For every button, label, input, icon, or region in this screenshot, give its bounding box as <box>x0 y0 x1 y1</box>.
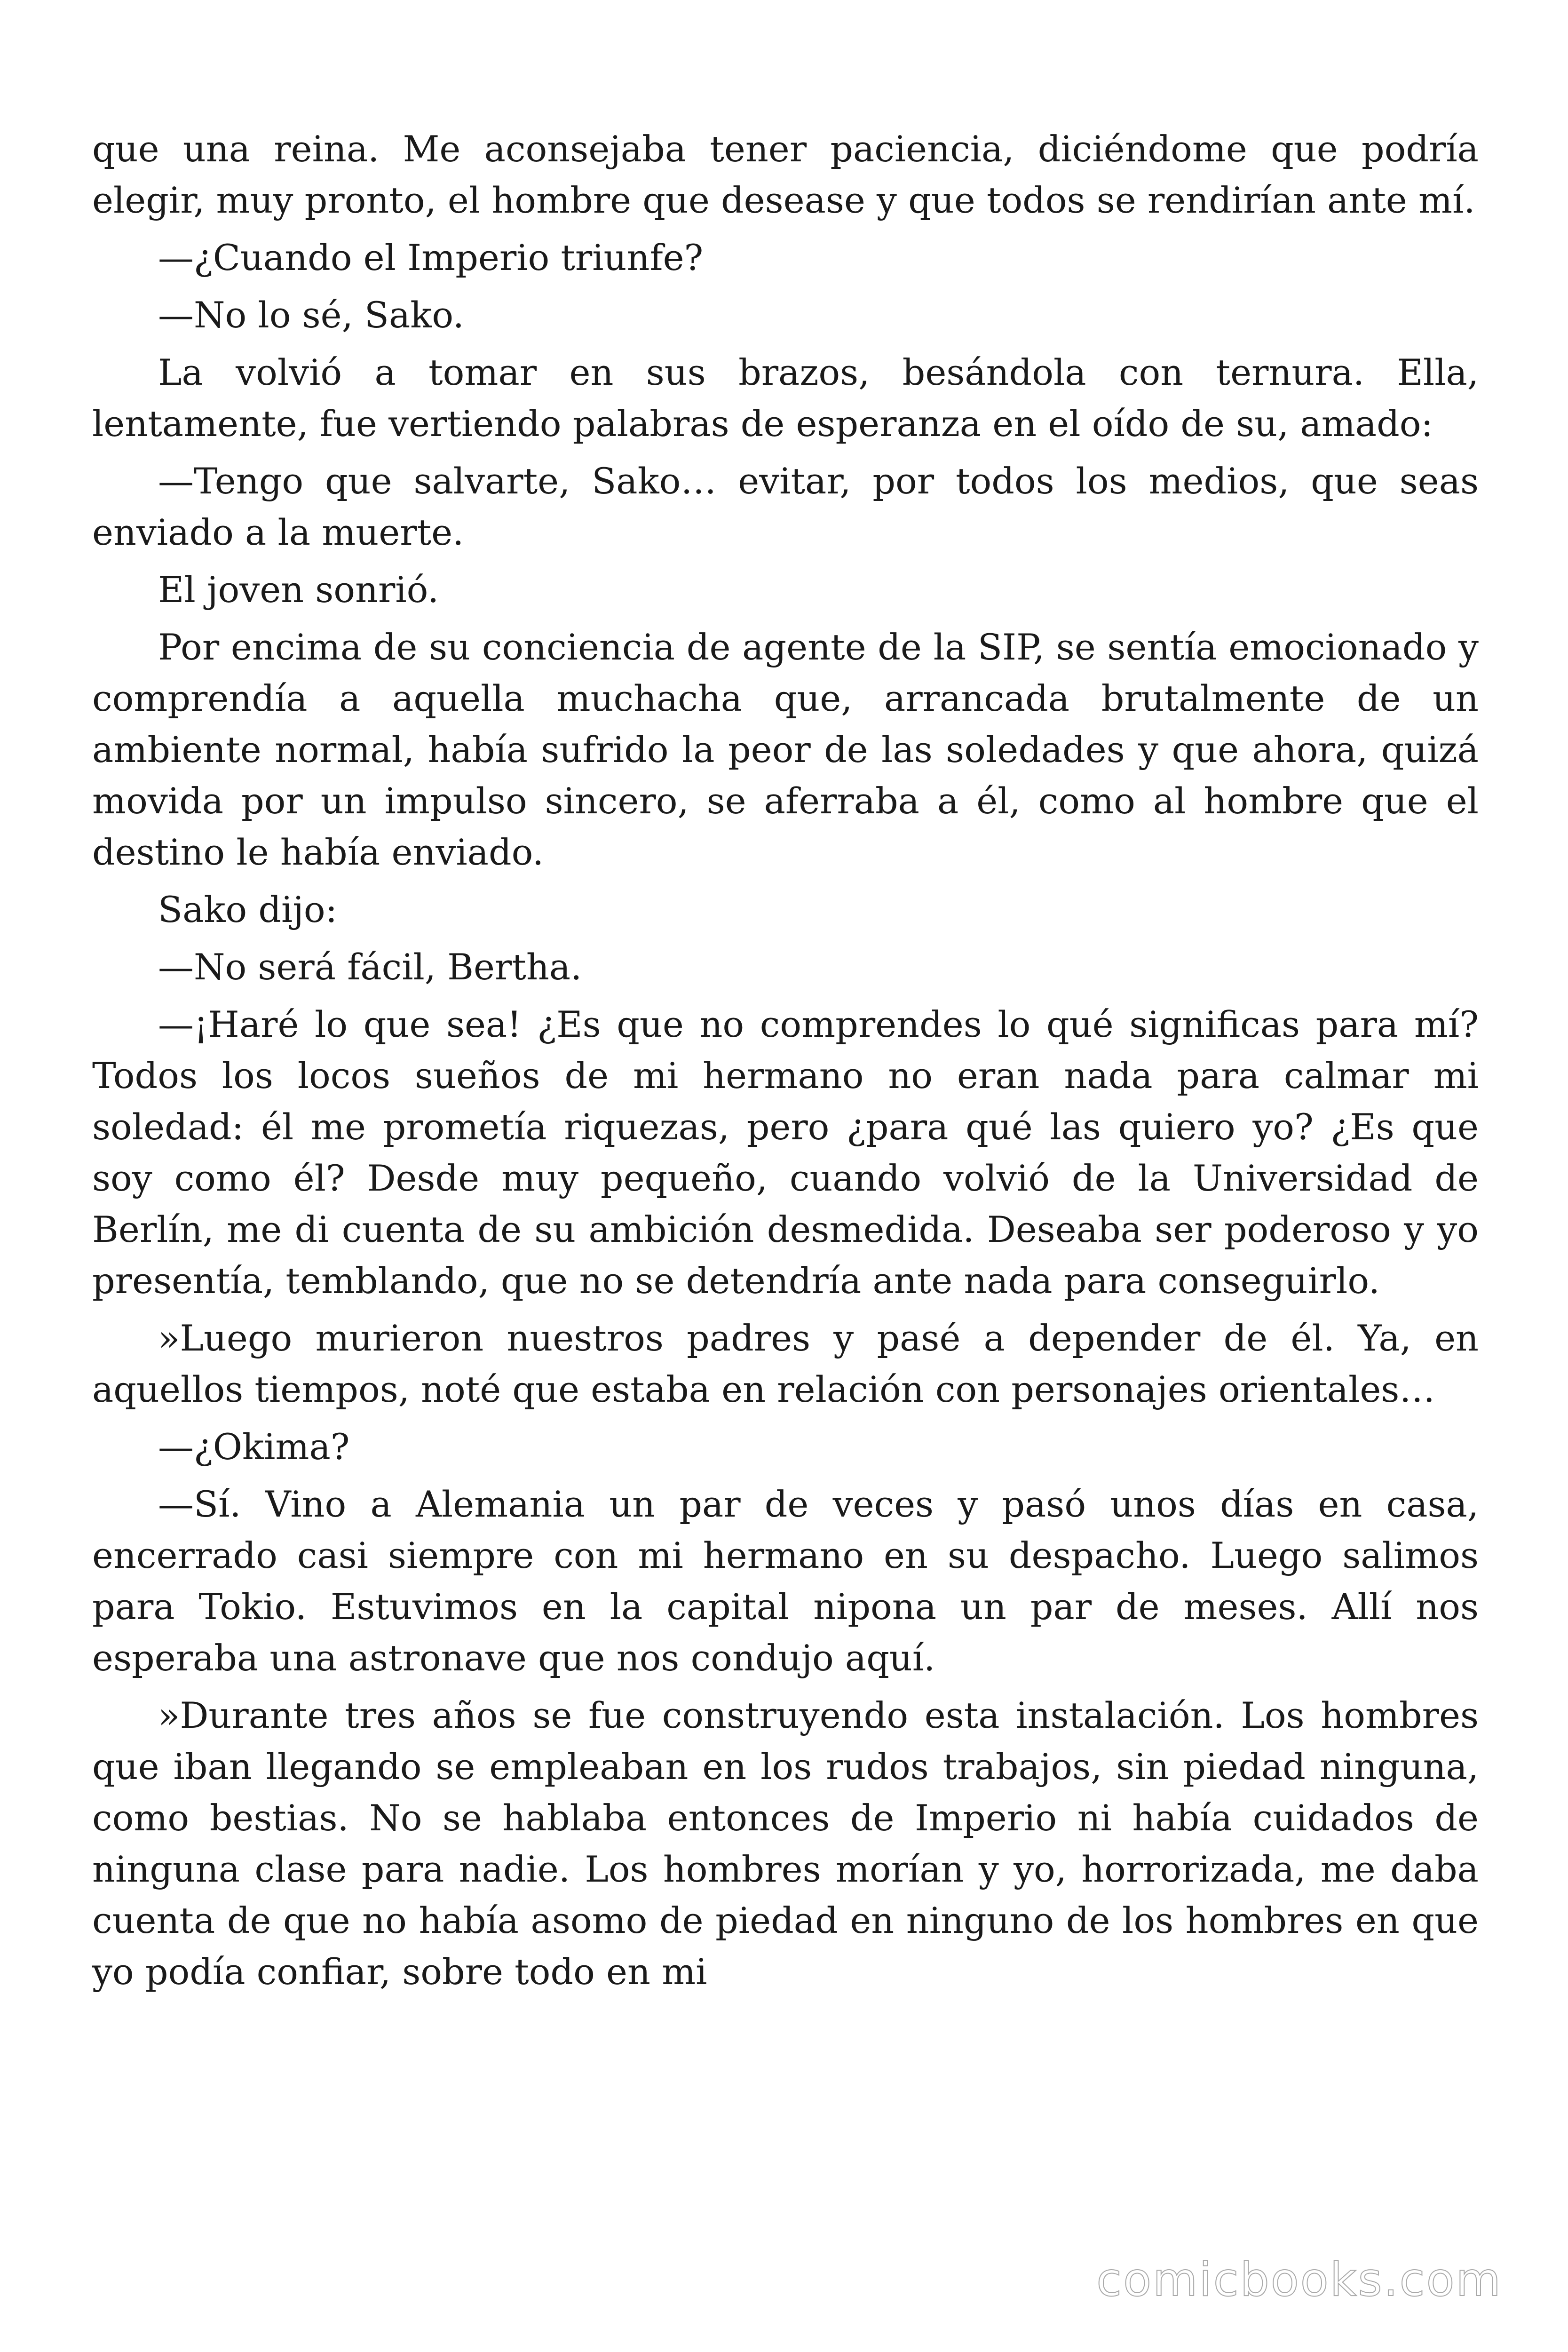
page-body <box>92 123 1479 2003</box>
paragraph-continuation: que una reina. Me aconsejaba tener paciencia, diciéndome que podría elegir, muy pronto, el hombre que desease y que todos se rendirían ante mí. <box>92 128 1479 221</box>
dialogue-line: —Sí. Vino a Alemania un par de veces y pasó unos días en casa, encerrado casi siempre con mi hermano en su despacho. Luego salimos para Tokio. Estuvimos en la capital nipona un par de meses. Allí nos esperaba una astronave que nos condujo aquí. <box>92 1483 1479 1679</box>
dialogue-line: —¿Cuando el Imperio triunfe? <box>158 237 704 278</box>
narrative-paragraph: La volvió a tomar en sus brazos, besándola con ternura. Ella, lentamente, fue vertiendo palabras de esperanza en el oído de su, amado: <box>92 351 1479 445</box>
dialogue-line: —No será fácil, Bertha. <box>158 946 582 988</box>
narrative-paragraph: Sako dijo: <box>158 889 338 930</box>
watermark: comicbooks.com <box>1096 2253 1502 2307</box>
narrative-paragraph: El joven sonrió. <box>158 569 439 611</box>
narrative-paragraph: Por encima de su conciencia de agente de la SIP, se sentía emocionado y comprendía a aquella muchacha que, arrancada brutalmente de un ambiente normal, había sufrido la peor de las soledades y que ahora, quizá movida por un impulso sincero, se aferraba a él, como al hombre que el destino le había enviado. <box>92 626 1479 873</box>
dialogue-continuation: »Luego murieron nuestros padres y pasé a depender de él. Ya, en aquellos tiempos, noté que estaba en relación con personajes orientales… <box>92 1317 1479 1410</box>
dialogue-continuation: »Durante tres años se fue construyendo esta instalación. Los hombres que iban llegando se empleaban en los rudos trabajos, sin piedad ninguna, como bestias. No se hablaba entonces de Imperio ni había cuidados de ninguna clase para nadie. Los hombres morían y yo, horrorizada, me daba cuenta de que no había asomo de piedad en ninguno de los hombres en que yo podía confiar, sobre todo en mi <box>92 1694 1479 1993</box>
dialogue-line: —¡Haré lo que sea! ¿Es que no comprendes lo qué significas para mí? Todos los locos sueños de mi hermano no eran nada para calmar mi soledad: él me prometía riquezas, pero ¿para qué las quiero yo? ¿Es que soy como él? Desde muy pequeño, cuando volvió de la Universidad de Berlín, me di cuenta de su ambición desmedida. Deseaba ser poderoso y yo presentía, temblando, que no se detendría ante nada para conseguirlo. <box>92 1003 1479 1302</box>
dialogue-line: —No lo sé, Sako. <box>158 294 464 336</box>
dialogue-line: —¿Okima? <box>158 1426 350 1468</box>
dialogue-line: —Tengo que salvarte, Sako… evitar, por todos los medios, que seas enviado a la muerte. <box>92 460 1479 553</box>
